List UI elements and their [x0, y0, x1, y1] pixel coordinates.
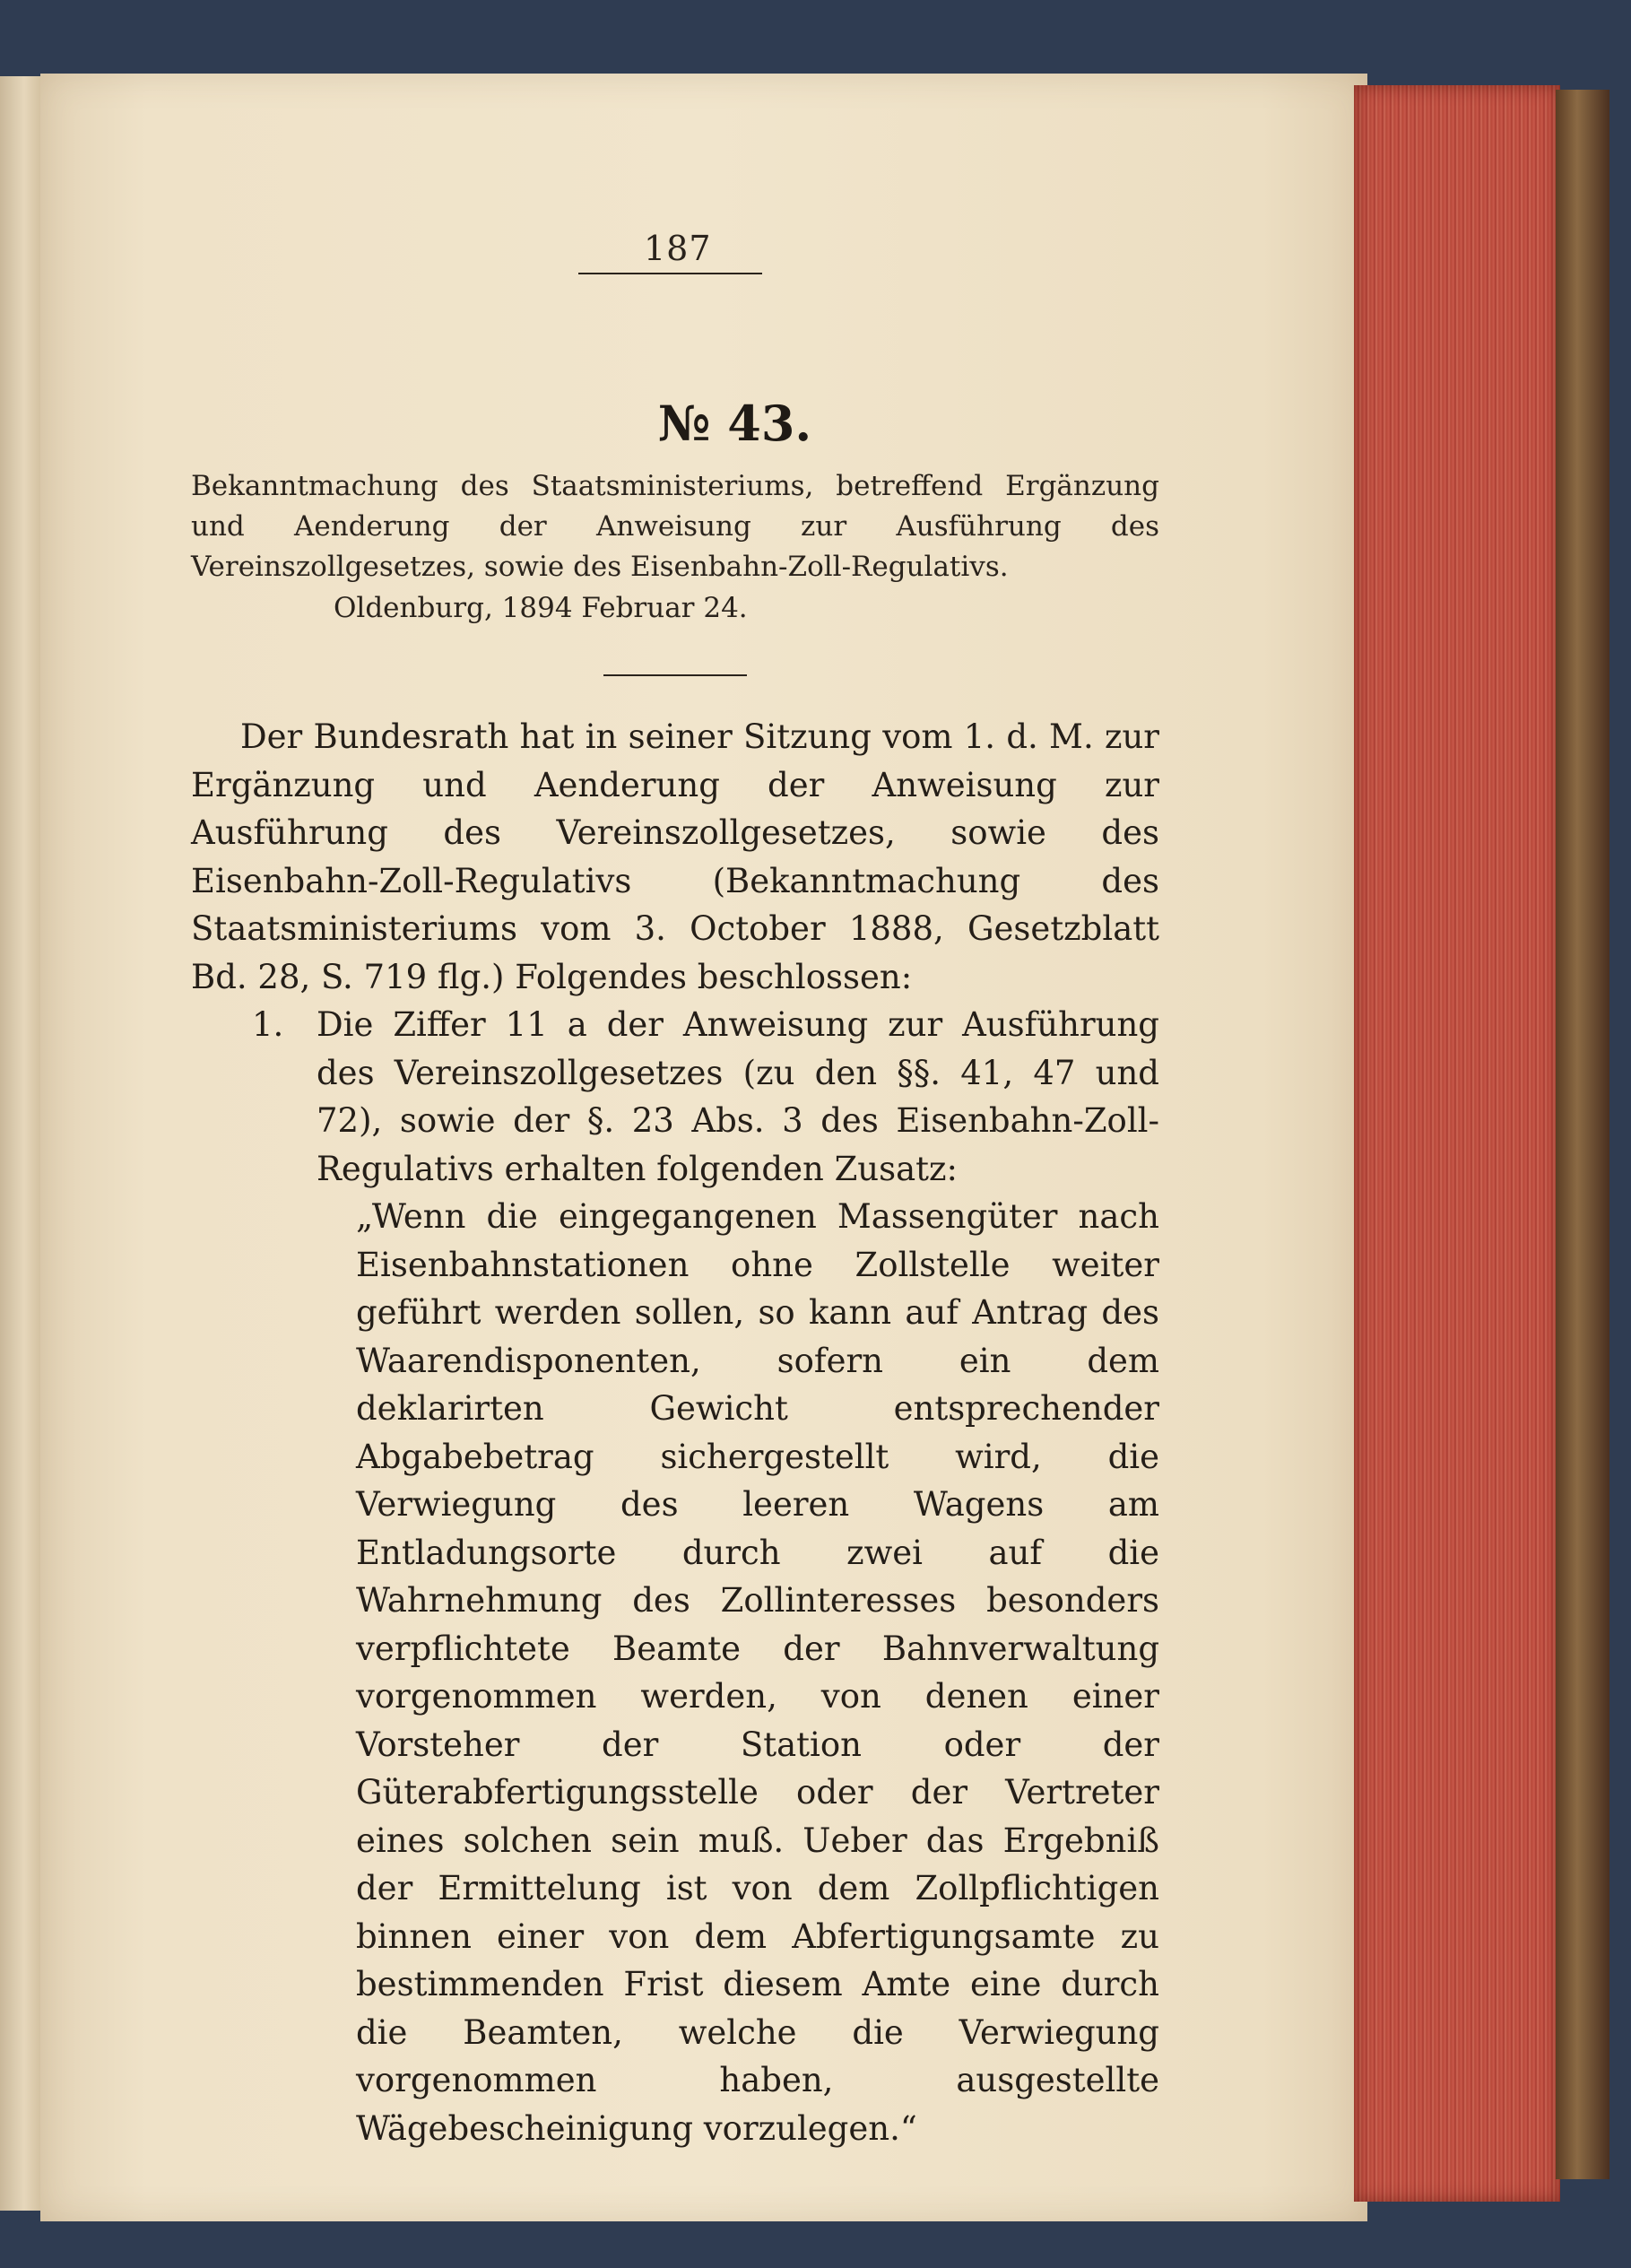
item-number: 1.: [252, 1005, 284, 1044]
document-number-heading: [0, 395, 1631, 452]
announcement-title: Bekanntmachung des Staatsministeriums, betreffend Ergänzung und Aenderung der Anweisung zur Ausführung des Vereinszollgesetzes, sowie des Eisenbahn-Zoll-Regulativs.: [191, 470, 1159, 583]
list-item: [191, 1001, 1159, 1193]
header-rule: [578, 273, 762, 274]
section-rule: [603, 674, 747, 676]
body-text: [191, 713, 1159, 2152]
quoted-addition: „Wenn die eingegangenen Massengüter nach Eisenbahnstationen ohne Zollstelle weiter geführt werden sollen, so kann auf Antrag des Waarendisponenten, sofern ein dem deklarirten Gewicht entsprechender Abgabebetrag sichergestellt wird, die Verwiegung des leeren Wagens am Entladungsorte durch zwei auf die Wahrnehmung des Zollinteresses besonders verpflichtete Beamte der Bahnverwaltung vorgenommen werden, von denen einer Vorsteher der Station oder der Güterabfertigungsstelle oder der Vertreter eines solchen sein muß. Ueber das Ergebniß der Ermittelung ist von dem Zollpflichtigen binnen einer von dem Abfertigungsamte zu bestimmenden Frist diesem Amte eine durch die Beamten, welche die Verwiegung vorgenommen haben, ausgestellte Wägebescheinigung vorzulegen.“: [356, 1197, 1159, 2148]
document-number: № 43.: [657, 395, 812, 452]
item-text: Die Ziffer 11 a der Anweisung zur Ausführung des Vereinszollgesetzes (zu den §§. 41, 47 und 72), sowie der §. 23 Abs. 3 des Eisenbahn-Zoll-Regulativs erhalten folgenden Zusatz:: [317, 1005, 1159, 1188]
intro-paragraph: Der Bundesrath hat in seiner Sitzung vom 1. d. M. zur Ergänzung und Aenderung der Anweisung zur Ausführung des Vereinszollgesetzes, sowie des Eisenbahn-Zoll-Regulativs (Bekanntmachung des Staatsministeriums vom 3. October 1888, Gesetzblatt Bd. 28, S. 719 flg.) Folgendes beschlossen:: [191, 717, 1159, 996]
dateline: Oldenburg, 1894 Februar 24.: [334, 592, 748, 624]
page-number: 187: [644, 229, 712, 268]
